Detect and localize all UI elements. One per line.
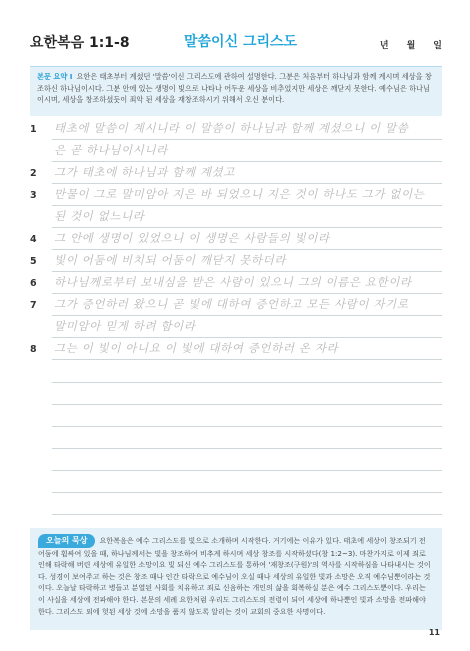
blank-writing-line[interactable] — [52, 448, 442, 449]
date-day-label[interactable]: 일 — [433, 41, 442, 51]
date-fields — [380, 38, 442, 51]
verse-row[interactable] — [30, 316, 442, 338]
blank-writing-line[interactable] — [52, 492, 442, 493]
summary-box — [30, 66, 442, 116]
page-number: 11 — [428, 628, 440, 637]
verse-trace-text: 만물이 그로 말미암아 지은 바 되었으니 지은 것이 하나도 그가 없이는 — [54, 187, 425, 201]
verse-trace-text: 그 안에 생명이 있었으니 이 생명은 사람들의 빛이라 — [54, 231, 330, 245]
verse-number: 4 — [30, 234, 37, 245]
verse-trace-text: 태초에 말씀이 계시니라 이 말씀이 하나님과 함께 계셨으니 이 말씀 — [54, 121, 409, 135]
verse-trace-text: 그가 태초에 하나님과 함께 계셨고 — [54, 165, 235, 179]
summary-label: 본문 요약 I — [37, 72, 73, 81]
verse-row[interactable] — [30, 338, 442, 360]
verse-row[interactable] — [30, 294, 442, 316]
page-header — [30, 28, 442, 56]
verse-row[interactable] — [30, 250, 442, 272]
verse-trace-text: 그가 증언하러 왔으니 곧 빛에 대하여 증언하고 모든 사람이 자기로 — [54, 297, 409, 311]
verse-trace-text: 빛이 어둠에 비치되 어둠이 깨닫지 못하더라 — [54, 253, 287, 267]
blank-writing-line[interactable] — [52, 426, 442, 427]
meditation-text: 요한복음은 예수 그리스도를 빛으로 소개하며 시작한다. 거기에는 이유가 있다. 태초에 세상이 창조되기 전 어둠에 휩싸여 있을 때, 하나님께서는 빛을 창조하여 비추게 하시며 세상 창조를 시작하셨다(창 1:2~3). 마찬가지로 이제 죄로 인해 타락해 버린 세상에 유일한 소망이요 빛 되신 예수 그리스도를 통하여 '재창조(구원)'의 역사를 시작하심을 나타내시는 것이다. 성경이 보여주고 하는 것은 창조 때나 인간 타락으로 예수님이 오실 때나 세상의 유일한 빛과 소망은 오직 예수님뿐이라는 것이다. 오늘날 타락하고 병들고 분열된 사회를 치유하고 죄로 신음하는 개인의 삶을 회복하실 분은 예수 그리스도뿐이다. 우리는 이 사실을 세상에 전파해야 한다. 본문의 세례 요한처럼 우리도 그리스도의 전령이 되어 세상에 하나뿐인 빛과 소망을 전파해야 한다. 그리스도 외에 헛된 세상 것에 소망을 품지 않도록 알리는 것이 교회의 중요한 사명이다. — [38, 536, 431, 616]
verse-number: 2 — [30, 168, 37, 179]
meditation-box — [30, 528, 442, 630]
blank-writing-line[interactable] — [52, 382, 442, 383]
book-reference: 요한복음 1:1-8 — [30, 35, 130, 51]
verse-trace-text: 하나님께로부터 보내심을 받은 사람이 있으니 그의 이름은 요한이라 — [54, 275, 412, 289]
date-month-label[interactable]: 월 — [406, 41, 416, 51]
verse-number: 3 — [30, 190, 37, 201]
verse-row[interactable] — [30, 118, 442, 140]
verse-number: 5 — [30, 256, 37, 267]
blank-writing-line[interactable] — [52, 514, 442, 515]
verse-trace-text: 말미암아 믿게 하려 함이라 — [54, 319, 196, 333]
verse-trace-text: 은 곧 하나님이시니라 — [54, 143, 168, 157]
verse-row[interactable] — [30, 162, 442, 184]
page-title: 말씀이신 그리스도 — [184, 34, 298, 50]
verse-row[interactable] — [30, 140, 442, 162]
verse-trace-text: 된 것이 없느니라 — [54, 209, 145, 223]
verse-row[interactable] — [30, 184, 442, 206]
verse-number: 6 — [30, 278, 37, 289]
date-year-label[interactable]: 년 — [379, 41, 389, 51]
verse-number: 8 — [30, 344, 37, 355]
verse-row[interactable] — [30, 272, 442, 294]
verse-number: 7 — [30, 300, 37, 311]
verse-number: 1 — [30, 124, 37, 135]
verse-trace-text: 그는 이 빛이 아니요 이 빛에 대하여 증언하러 온 자라 — [54, 341, 339, 355]
blank-writing-line[interactable] — [52, 470, 442, 471]
verse-row[interactable] — [30, 228, 442, 250]
verse-row[interactable] — [30, 206, 442, 228]
summary-text: 요한은 태초부터 계셨던 '말씀'이신 그리스도에 관하여 설명한다. 그분은 처음부터 하나님과 함께 계시며 세상을 창조하신 하나님이시다. 그분 안에 있는 생명이 빛으로 나타나 어두운 세상을 비추었지만 세상은 깨닫지 못한다. 예수님은 하나님이시며, 세상을 창조하셨듯이 죄악 된 세상을 재창조하시기 위해서 오신 분이다. — [37, 72, 432, 104]
meditation-label: 오늘의 묵상 — [38, 534, 95, 548]
blank-writing-line[interactable] — [52, 404, 442, 405]
